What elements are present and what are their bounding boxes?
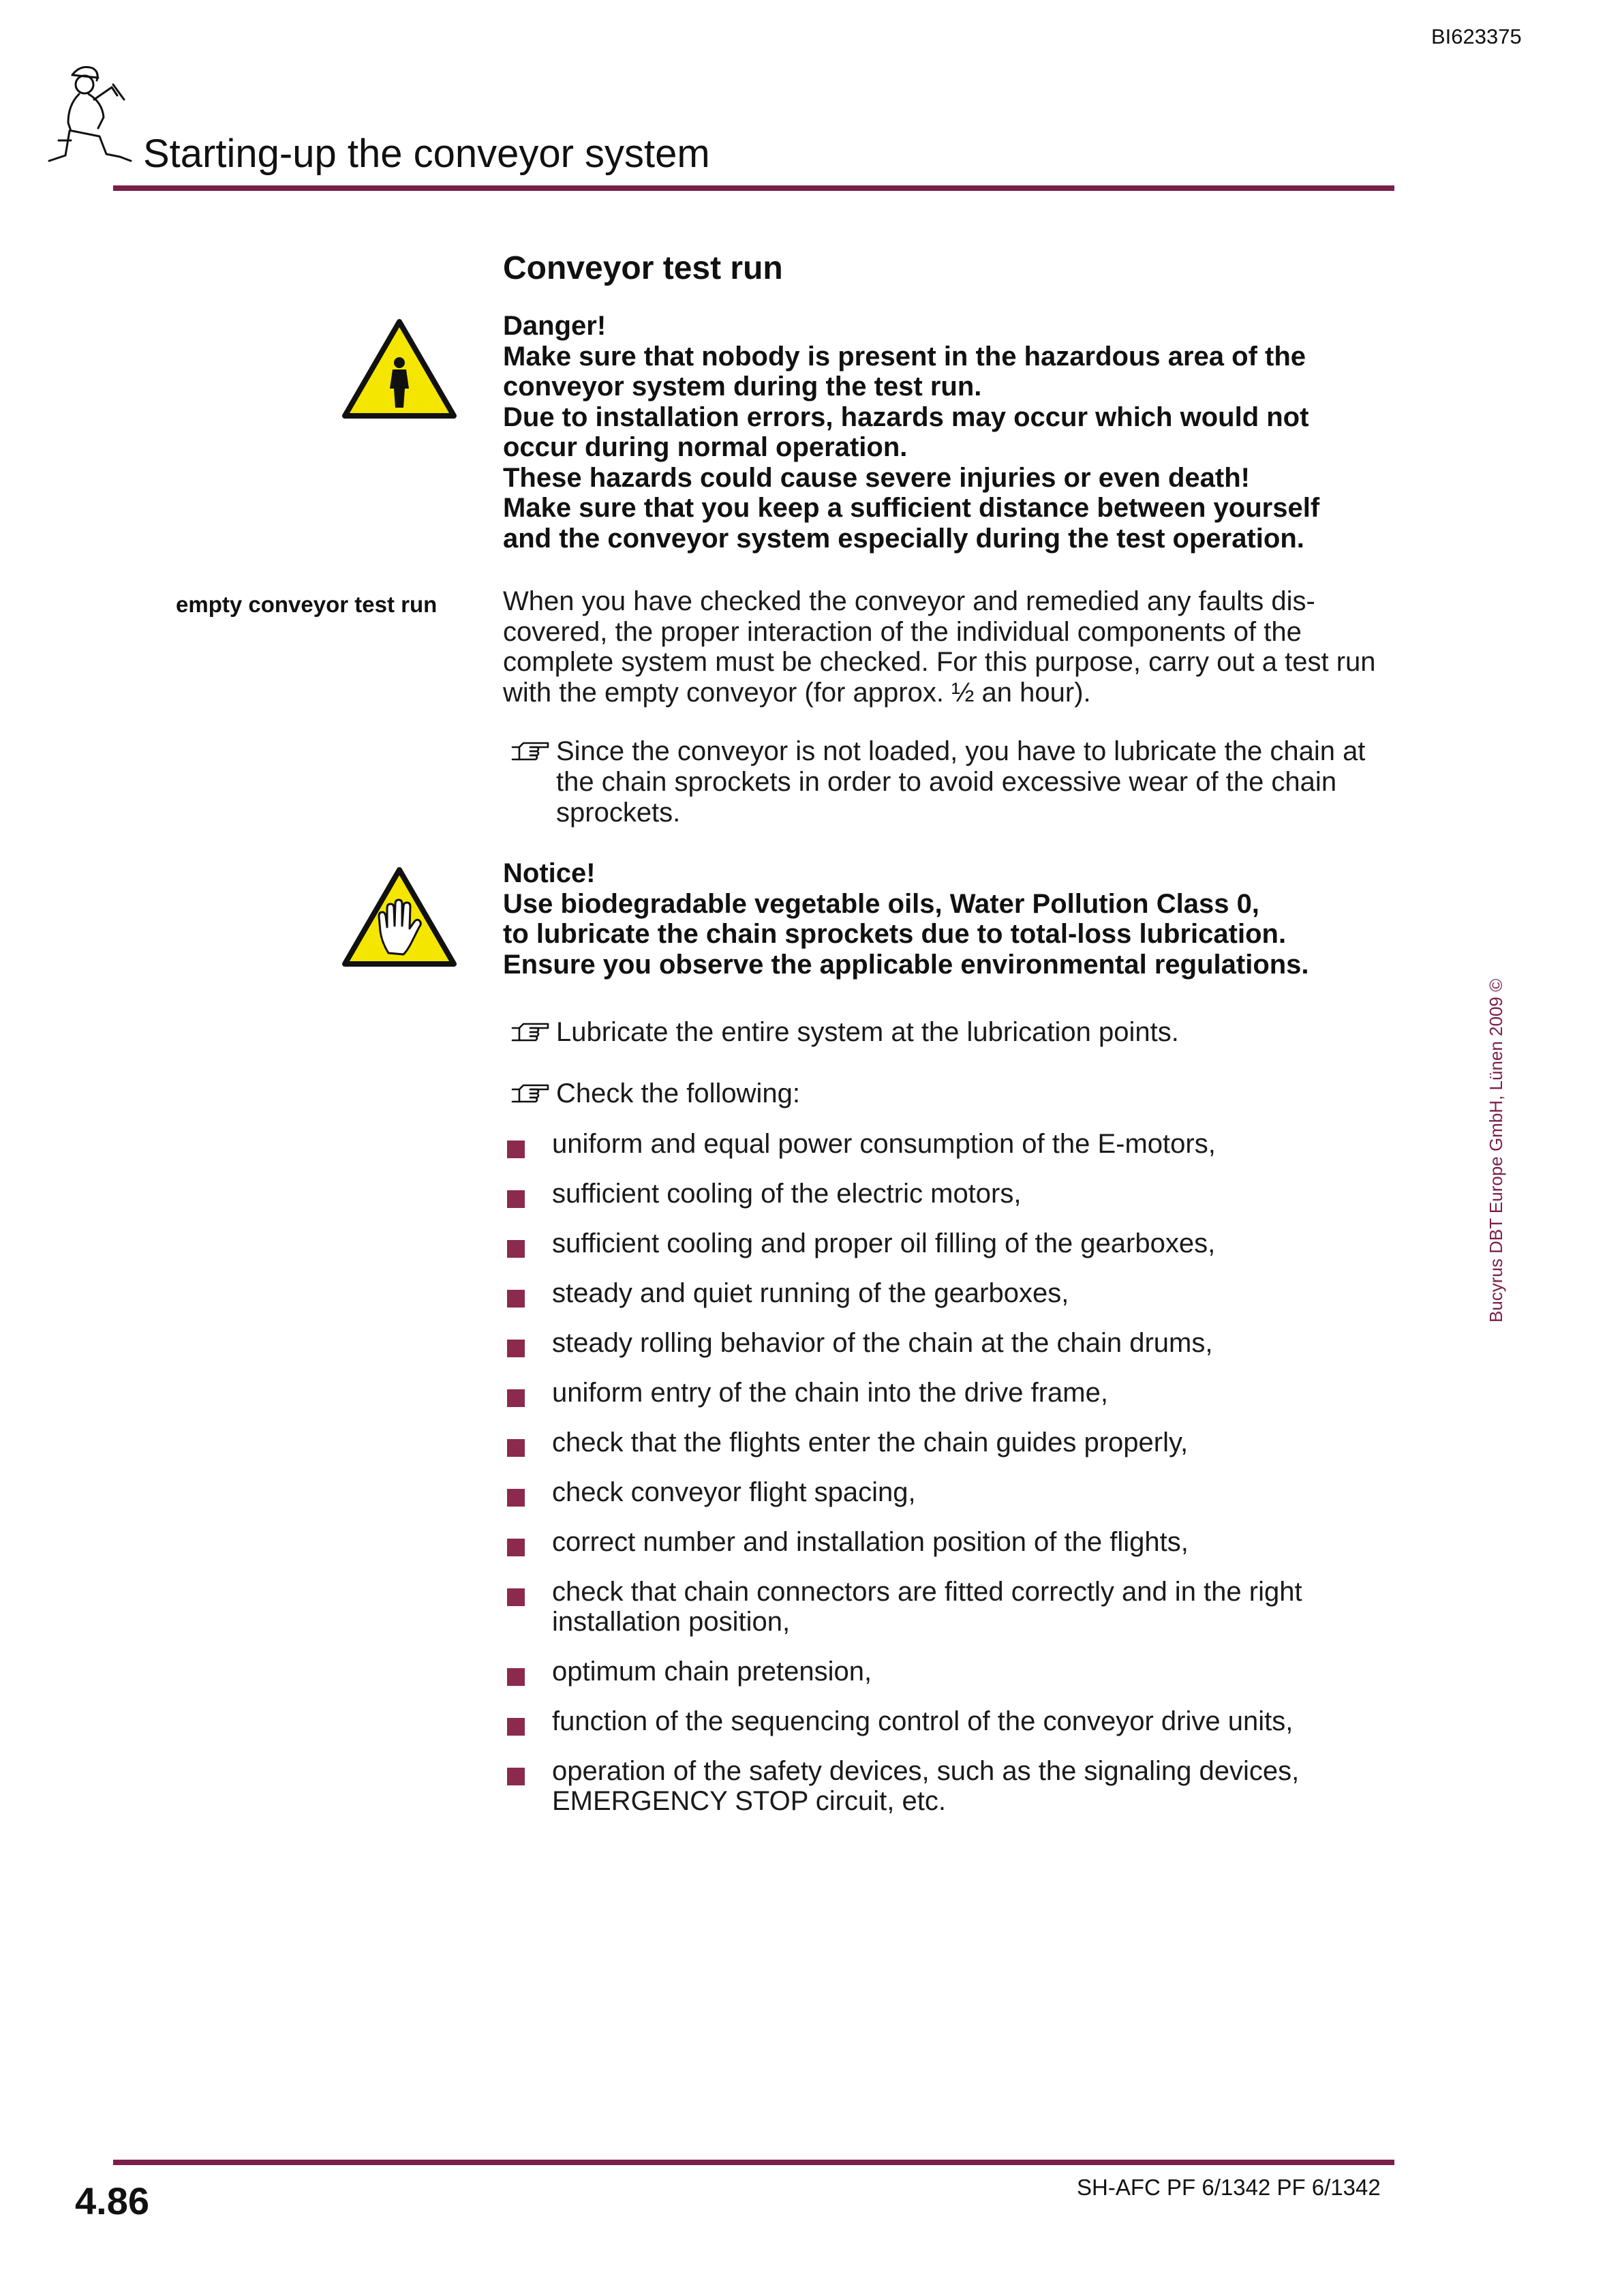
hint-text: Since the conveyor is not loaded, you have to lubricate the chain at the chain sprockets in order to avoid excessive wear of the chain sprockets.	[556, 736, 1366, 828]
footer-rule	[113, 2160, 1394, 2165]
list-item-text: correct number and installation position of the flights,	[552, 1527, 1189, 1557]
list-item	[507, 1527, 1407, 1557]
danger-line: occur during normal operation.	[503, 432, 908, 462]
list-item-text: function of the sequencing control of the conveyor drive units,	[552, 1706, 1294, 1736]
list-item	[507, 1278, 1407, 1308]
square-bullet-icon	[507, 1190, 525, 1208]
notice-line: Ensure you observe the applicable environmental regulations.	[503, 949, 1309, 980]
danger-title: Danger!	[503, 311, 607, 341]
square-bullet-icon	[507, 1489, 525, 1507]
list-item	[507, 1657, 1407, 1687]
notice-line: to lubricate the chain sprockets due to total-loss lubrication.	[503, 919, 1287, 949]
pointing-hand-icon	[510, 1018, 551, 1046]
square-bullet-icon	[507, 1439, 525, 1457]
danger-person-warning-icon	[341, 318, 458, 420]
square-bullet-icon	[507, 1389, 525, 1407]
square-bullet-icon	[507, 1588, 525, 1606]
danger-line: These hazards could cause severe injuries or even death!	[503, 462, 1250, 493]
document-code: SH-AFC PF 6/1342 PF 6/1342	[1077, 2175, 1381, 2200]
danger-warning	[503, 311, 1409, 554]
danger-line: Due to installation errors, hazards may occur which would not	[503, 402, 1309, 432]
list-item-text: steady rolling behavior of the chain at the chain drums,	[552, 1328, 1213, 1358]
notice-warning	[503, 858, 1409, 980]
square-bullet-icon	[507, 1290, 525, 1308]
worker-kneeling-icon	[45, 60, 138, 176]
notice-line: Use biodegradable vegetable oils, Water Pollution Class 0,	[503, 888, 1259, 919]
square-bullet-icon	[507, 1340, 525, 1357]
square-bullet-icon	[507, 1668, 525, 1686]
list-item	[507, 1477, 1407, 1507]
page-title: Starting-up the conveyor system	[143, 132, 710, 176]
square-bullet-icon	[507, 1240, 525, 1258]
pointing-hand-icon	[510, 738, 551, 765]
list-item-text: steady and quiet running of the gearboxes,	[552, 1278, 1069, 1308]
list-item	[507, 1328, 1407, 1358]
section-heading: Conveyor test run	[503, 250, 783, 286]
notice-hand-warning-icon	[341, 866, 458, 968]
hint-check-following	[510, 1078, 1396, 1109]
list-item	[507, 1577, 1407, 1637]
list-item	[507, 1378, 1407, 1408]
list-item	[507, 1129, 1407, 1159]
square-bullet-icon	[507, 1141, 525, 1158]
page-number: 4.86	[75, 2179, 149, 2222]
list-item-text: optimum chain pretension,	[552, 1657, 872, 1687]
notice-title: Notice!	[503, 858, 596, 888]
hint-text: Check the following:	[556, 1078, 800, 1108]
danger-line: conveyor system during the test run.	[503, 372, 982, 402]
header-rule	[113, 185, 1394, 191]
document-id: BI623375	[1431, 25, 1522, 48]
copyright-notice: Bucyrus DBT Europe GmbH, Lünen 2009 ©	[1486, 978, 1506, 1323]
square-bullet-icon	[507, 1768, 525, 1785]
list-item	[507, 1428, 1407, 1457]
hint-lubricate-system	[510, 1017, 1396, 1048]
danger-line: Make sure that you keep a sufficient distance between yourself	[503, 493, 1320, 523]
danger-line: and the conveyor system especially during the test operation.	[503, 523, 1304, 554]
list-item	[507, 1706, 1407, 1736]
intro-paragraph: When you have checked the conveyor and remedied any faults dis-covered, the proper interaction of the individual components of the complete system must be checked. For this purpose, carry out a test run with the empty conveyor (for approx. ½ an hour).	[503, 586, 1376, 708]
list-item-text: uniform and equal power consumption of the E-motors,	[552, 1129, 1216, 1159]
list-item-text: uniform entry of the chain into the drive frame,	[552, 1378, 1108, 1408]
list-item-text: check conveyor flight spacing,	[552, 1477, 916, 1507]
list-item-text: sufficient cooling of the electric motors,	[552, 1179, 1022, 1209]
list-item-text: check that chain connectors are fitted correctly and in the right installation position,	[552, 1577, 1302, 1637]
list-item-text: operation of the safety devices, such as the signaling devices, EMERGENCY STOP circuit, etc.	[552, 1756, 1300, 1816]
square-bullet-icon	[507, 1539, 525, 1556]
list-item	[507, 1228, 1407, 1258]
list-item	[507, 1756, 1407, 1816]
hint-lubricate-sprockets	[510, 736, 1396, 828]
danger-line: Make sure that nobody is present in the hazardous area of the	[503, 341, 1306, 372]
square-bullet-icon	[507, 1718, 525, 1736]
margin-label: empty conveyor test run	[176, 592, 438, 617]
list-item	[507, 1179, 1407, 1209]
list-item-text: check that the flights enter the chain guides properly,	[552, 1428, 1189, 1457]
checklist	[507, 1129, 1407, 1836]
pointing-hand-icon	[510, 1080, 551, 1107]
list-item-text: sufficient cooling and proper oil filling of the gearboxes,	[552, 1228, 1216, 1258]
hint-text: Lubricate the entire system at the lubrication points.	[556, 1017, 1179, 1047]
